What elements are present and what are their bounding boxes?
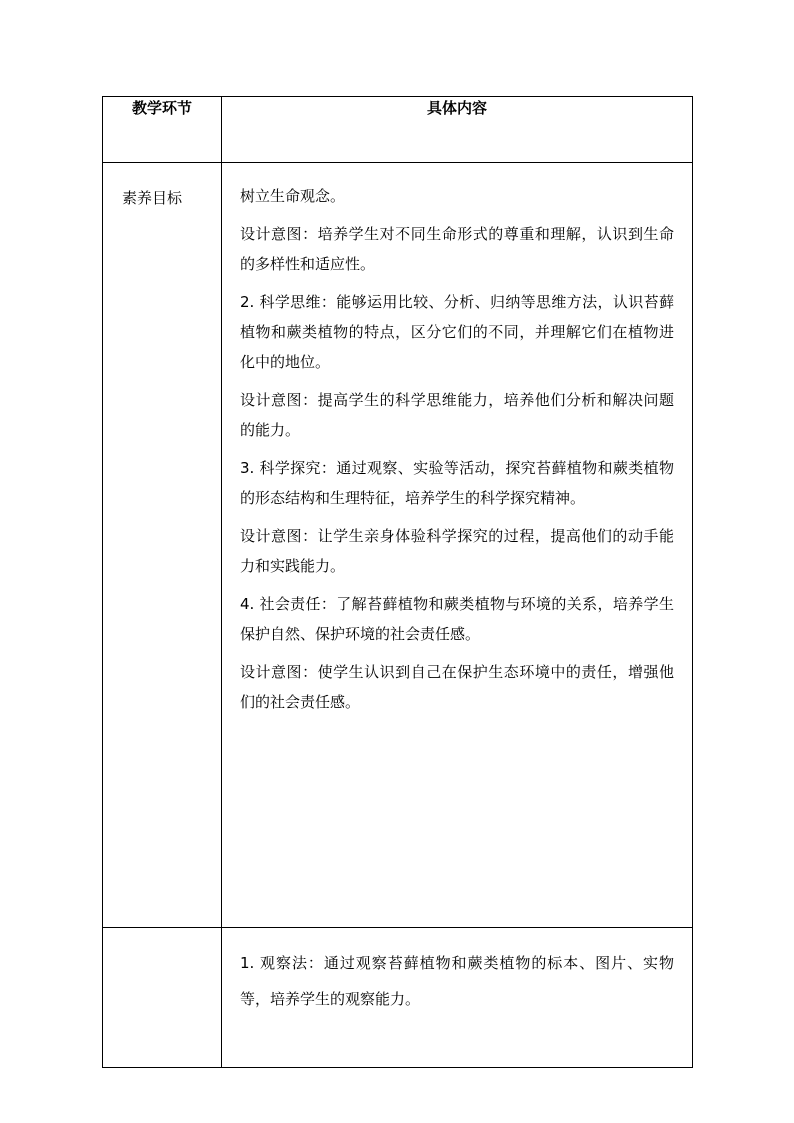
- table-header-row: [103, 97, 693, 163]
- row-content: [222, 928, 693, 1068]
- content-paragraph: 树立生命观念。: [240, 187, 346, 205]
- content-paragraph: 4. 社会责任：了解苔藓植物和蕨类植物与环境的关系，培养学生保护自然、保护环境的社会责任感。: [240, 595, 674, 643]
- content-paragraph: 设计意图：提高学生的科学思维能力，培养他们分析和解决问题的能力。: [240, 391, 674, 439]
- row-label: 素养目标: [103, 163, 222, 928]
- table-row: [103, 928, 693, 1068]
- content-paragraph: 设计意图：使学生认识到自己在保护生态环境中的责任，增强他们的社会责任感。: [240, 663, 674, 711]
- row-content: [222, 163, 693, 928]
- row-label: [103, 928, 222, 1068]
- lesson-plan-table: [102, 96, 693, 1068]
- content-paragraph: 3. 科学探究：通过观察、实验等活动，探究苔藓植物和蕨类植物的形态结构和生理特征，培养学生的科学探究精神。: [240, 459, 674, 507]
- content-paragraph: 设计意图：培养学生对不同生命形式的尊重和理解，认识到生命的多样性和适应性。: [240, 225, 674, 273]
- content-paragraph: 2. 科学思维：能够运用比较、分析、归纳等思维方法，认识苔藓植物和蕨类植物的特点，区分它们的不同，并理解它们在植物进化中的地位。: [240, 293, 674, 371]
- header-teaching-stage: 教学环节: [103, 97, 222, 163]
- content-paragraph: 1. 观察法：通过观察苔藓植物和蕨类植物的标本、图片、实物等，培养学生的观察能力。: [240, 954, 674, 1008]
- header-specific-content: 具体内容: [222, 97, 693, 163]
- table-row: [103, 163, 693, 928]
- content-paragraph: 设计意图：让学生亲身体验科学探究的过程，提高他们的动手能力和实践能力。: [240, 527, 674, 575]
